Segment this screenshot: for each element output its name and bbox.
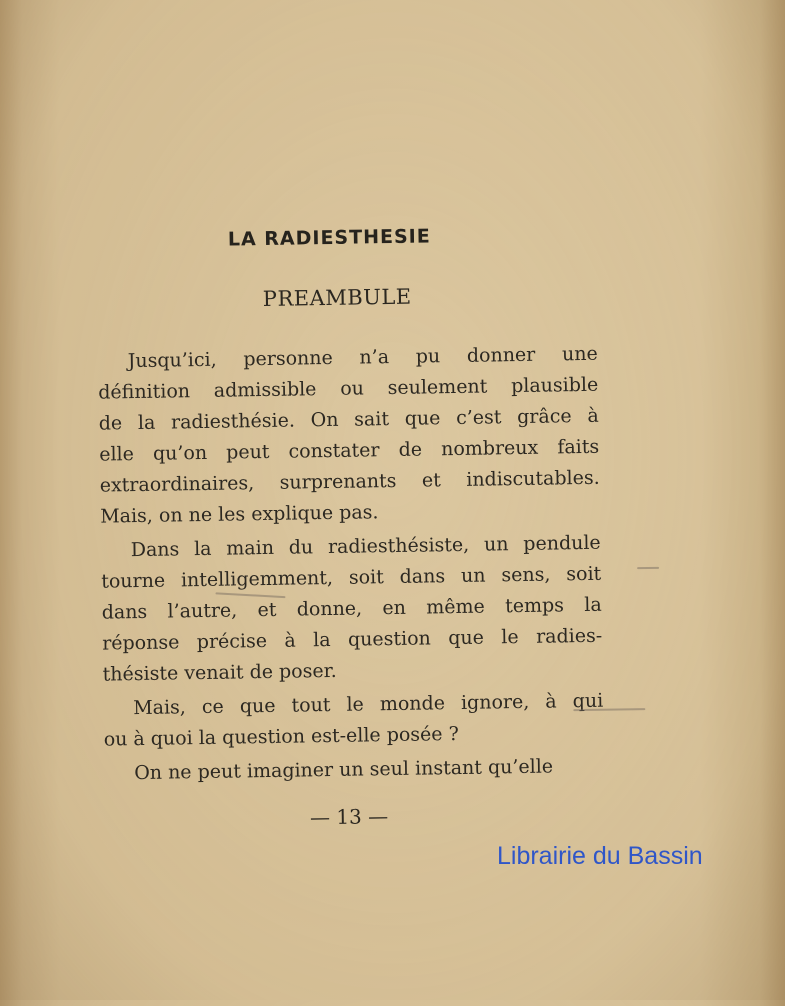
text-line: Mais, ce que tout le monde ignore, à qui [133, 689, 604, 720]
text-line: Jusqu’ici, personne n’a pu donner une [127, 342, 598, 373]
text-line: tourne intelligemment, soit dans un sens, soit [101, 562, 602, 593]
text-line: ou à quoi la question est-elle posée ? [103, 722, 459, 751]
watermark: Librairie du Bassin [497, 842, 703, 870]
text-line: dans l’autre, et donne, en même temps la [101, 593, 602, 624]
paragraph [103, 686, 604, 756]
pencil-mark [573, 708, 645, 711]
chapter-title: LA RADIESTHESIE [227, 225, 431, 251]
text-line: de la radiesthésie. On sait que c’est grâce à [98, 404, 599, 435]
section-title: PREAMBULE [262, 284, 412, 312]
paragraph [98, 339, 601, 533]
text-line: elle qu’on peut constater de nombreux faits [99, 435, 600, 466]
text-line: réponse précise à la question que le radies- [102, 624, 603, 655]
text-line: définition admissible ou seulement plausible [98, 373, 599, 404]
text-line: On ne peut imaginer un seul instant qu’elle [134, 755, 554, 785]
paragraph [101, 528, 603, 691]
text-line: Mais, on ne les explique pas. [100, 501, 379, 528]
pencil-mark [637, 567, 659, 569]
text-line: extraordinaires, surprenants et indiscutables. [99, 466, 600, 497]
body-text [98, 339, 605, 790]
text-line: thésiste venait de poser. [102, 659, 337, 686]
page-number: — 13 — [309, 804, 389, 830]
text-line: Dans la main du radiesthésiste, un pendule [130, 531, 601, 562]
paragraph [104, 751, 604, 790]
